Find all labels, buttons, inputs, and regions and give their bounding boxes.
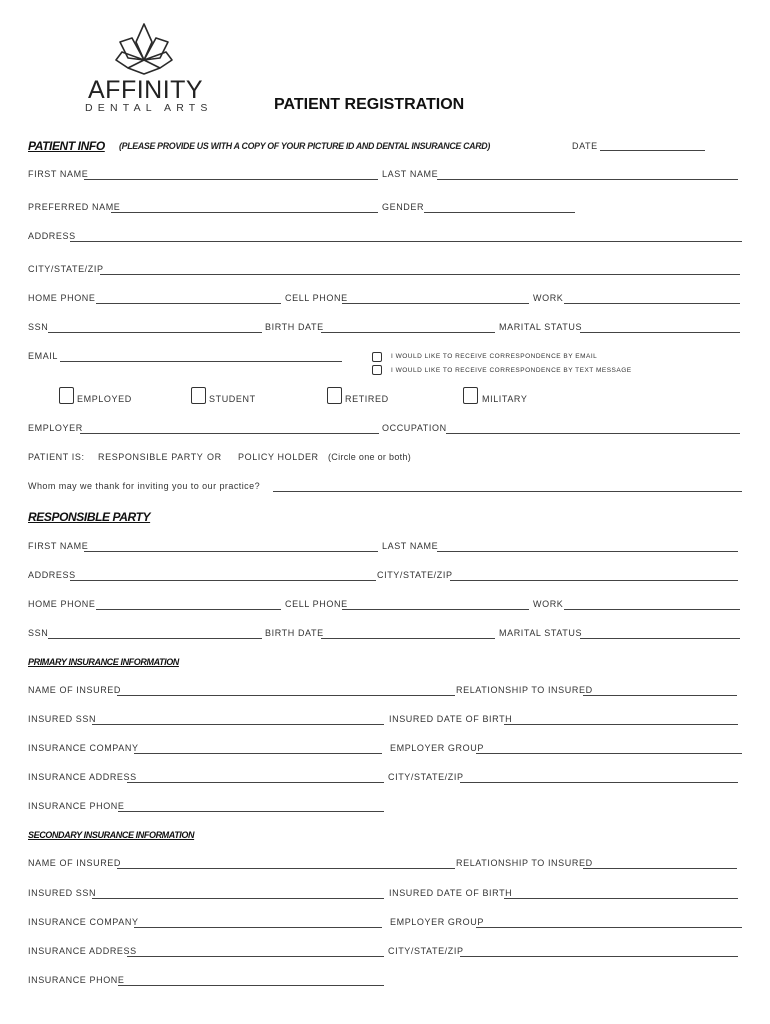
student-checkbox[interactable]: [191, 387, 206, 404]
work-field[interactable]: [564, 303, 740, 304]
brand-logo: [80, 20, 220, 115]
si-company-label: INSURANCE COMPANY: [28, 917, 139, 927]
first-name-field[interactable]: [84, 179, 378, 180]
pi-city-field[interactable]: [460, 782, 738, 783]
si-relationship-label: RELATIONSHIP TO INSURED: [456, 858, 593, 868]
pi-phone-label: INSURANCE PHONE: [28, 801, 125, 811]
rp-city-label: CITY/STATE/ZIP: [377, 570, 453, 580]
pi-company-label: INSURANCE COMPANY: [28, 743, 139, 753]
birth-date-field[interactable]: [321, 332, 495, 333]
pi-address-field[interactable]: [127, 782, 384, 783]
rp-birth-date-field[interactable]: [321, 638, 495, 639]
birth-date-label: BIRTH DATE: [265, 322, 324, 332]
work-label: WORK: [533, 293, 564, 303]
cell-phone-label: CELL PHONE: [285, 293, 348, 303]
lotus-icon: [114, 20, 174, 78]
pi-employer-group-label: EMPLOYER GROUP: [390, 743, 484, 753]
email-opt-label: I WOULD LIKE TO RECEIVE CORRESPONDENCE BY EMAIL: [391, 353, 598, 360]
policy-holder-option[interactable]: POLICY HOLDER: [238, 452, 319, 462]
first-name-label: FIRST NAME: [28, 169, 89, 179]
rp-marital-status-field[interactable]: [580, 638, 740, 639]
employed-label: EMPLOYED: [77, 394, 132, 404]
email-label: EMAIL: [28, 351, 59, 361]
rp-work-field[interactable]: [564, 609, 740, 610]
si-dob-field[interactable]: [504, 898, 738, 899]
ssn-field[interactable]: [48, 332, 262, 333]
rp-address-label: ADDRESS: [28, 570, 76, 580]
si-employer-group-field[interactable]: [476, 927, 742, 928]
or-label: OR: [207, 452, 222, 462]
student-label: STUDENT: [209, 394, 256, 404]
pi-address-label: INSURANCE ADDRESS: [28, 772, 137, 782]
rp-address-field[interactable]: [70, 580, 376, 581]
brand-name: AFFINITY: [88, 76, 204, 104]
city-state-zip-label: CITY/STATE/ZIP: [28, 264, 104, 274]
pi-relationship-field[interactable]: [583, 695, 737, 696]
patient-info-heading: PATIENT INFO: [28, 139, 105, 153]
rp-home-phone-field[interactable]: [96, 609, 281, 610]
retired-checkbox[interactable]: [327, 387, 342, 404]
pi-company-field[interactable]: [134, 753, 382, 754]
si-ssn-label: INSURED SSN: [28, 888, 97, 898]
rp-first-name-label: FIRST NAME: [28, 541, 89, 551]
home-phone-field[interactable]: [96, 303, 281, 304]
responsible-party-option[interactable]: RESPONSIBLE PARTY: [98, 452, 204, 462]
date-label: DATE: [572, 141, 598, 151]
employed-checkbox[interactable]: [59, 387, 74, 404]
rp-home-phone-label: HOME PHONE: [28, 599, 96, 609]
text-opt-checkbox[interactable]: [372, 365, 382, 375]
si-phone-field[interactable]: [118, 985, 384, 986]
pi-name-label: NAME OF INSURED: [28, 685, 122, 695]
address-field[interactable]: [70, 241, 742, 242]
gender-field[interactable]: [424, 212, 575, 213]
responsible-party-heading: RESPONSIBLE PARTY: [28, 510, 151, 524]
occupation-label: OCCUPATION: [382, 423, 447, 433]
si-name-label: NAME OF INSURED: [28, 858, 122, 868]
rp-last-name-field[interactable]: [437, 551, 738, 552]
primary-insurance-heading: PRIMARY INSURANCE INFORMATION: [28, 657, 179, 667]
retired-label: RETIRED: [345, 394, 389, 404]
military-label: MILITARY: [482, 394, 528, 404]
last-name-field[interactable]: [437, 179, 738, 180]
si-dob-label: INSURED DATE OF BIRTH: [389, 888, 513, 898]
rp-work-label: WORK: [533, 599, 564, 609]
si-relationship-field[interactable]: [583, 868, 737, 869]
address-label: ADDRESS: [28, 231, 76, 241]
gender-label: GENDER: [382, 202, 425, 212]
rp-cell-phone-label: CELL PHONE: [285, 599, 348, 609]
marital-status-label: MARITAL STATUS: [499, 322, 583, 332]
secondary-insurance-heading: SECONDARY INSURANCE INFORMATION: [28, 830, 195, 840]
home-phone-label: HOME PHONE: [28, 293, 96, 303]
pi-name-field[interactable]: [117, 695, 455, 696]
cell-phone-field[interactable]: [342, 303, 529, 304]
page-title: PATIENT REGISTRATION: [274, 96, 465, 113]
rp-city-field[interactable]: [450, 580, 738, 581]
brand-tagline: DENTAL ARTS: [85, 102, 213, 114]
pi-city-label: CITY/STATE/ZIP: [388, 772, 464, 782]
si-phone-label: INSURANCE PHONE: [28, 975, 125, 985]
rp-ssn-label: SSN: [28, 628, 49, 638]
si-city-label: CITY/STATE/ZIP: [388, 946, 464, 956]
patient-info-note: (PLEASE PROVIDE US WITH A COPY OF YOUR PICTURE ID AND DENTAL INSURANCE CARD): [119, 141, 490, 151]
pi-dob-field[interactable]: [504, 724, 738, 725]
si-name-field[interactable]: [117, 868, 455, 869]
referral-label: Whom may we thank for inviting you to our practice?: [28, 481, 261, 491]
si-ssn-field[interactable]: [92, 898, 384, 899]
pi-employer-group-field[interactable]: [476, 753, 742, 754]
ssn-label: SSN: [28, 322, 49, 332]
preferred-name-label: PREFERRED NAME: [28, 202, 121, 212]
si-address-field[interactable]: [127, 956, 384, 957]
pi-ssn-label: INSURED SSN: [28, 714, 97, 724]
email-field[interactable]: [60, 361, 342, 362]
rp-ssn-field[interactable]: [48, 638, 262, 639]
employer-field[interactable]: [80, 433, 379, 434]
marital-status-field[interactable]: [580, 332, 740, 333]
rp-last-name-label: LAST NAME: [382, 541, 439, 551]
email-opt-checkbox[interactable]: [372, 352, 382, 362]
si-city-field[interactable]: [460, 956, 738, 957]
pi-dob-label: INSURED DATE OF BIRTH: [389, 714, 513, 724]
rp-birth-date-label: BIRTH DATE: [265, 628, 324, 638]
employer-label: EMPLOYER: [28, 423, 83, 433]
pi-phone-field[interactable]: [118, 811, 384, 812]
text-opt-label: I WOULD LIKE TO RECEIVE CORRESPONDENCE BY TEXT MESSAGE: [391, 367, 632, 374]
city-state-zip-field[interactable]: [100, 274, 740, 275]
patient-is-label: PATIENT IS:: [28, 452, 85, 462]
si-employer-group-label: EMPLOYER GROUP: [390, 917, 484, 927]
last-name-label: LAST NAME: [382, 169, 439, 179]
rp-marital-status-label: MARITAL STATUS: [499, 628, 583, 638]
occupation-field[interactable]: [446, 433, 740, 434]
pi-relationship-label: RELATIONSHIP TO INSURED: [456, 685, 593, 695]
military-checkbox[interactable]: [463, 387, 478, 404]
referral-field[interactable]: [273, 491, 742, 492]
circle-note: (Circle one or both): [328, 452, 412, 462]
rp-cell-phone-field[interactable]: [342, 609, 529, 610]
si-address-label: INSURANCE ADDRESS: [28, 946, 137, 956]
date-field[interactable]: [600, 150, 705, 151]
pi-ssn-field[interactable]: [92, 724, 384, 725]
rp-first-name-field[interactable]: [84, 551, 378, 552]
si-company-field[interactable]: [134, 927, 382, 928]
preferred-name-field[interactable]: [111, 212, 378, 213]
